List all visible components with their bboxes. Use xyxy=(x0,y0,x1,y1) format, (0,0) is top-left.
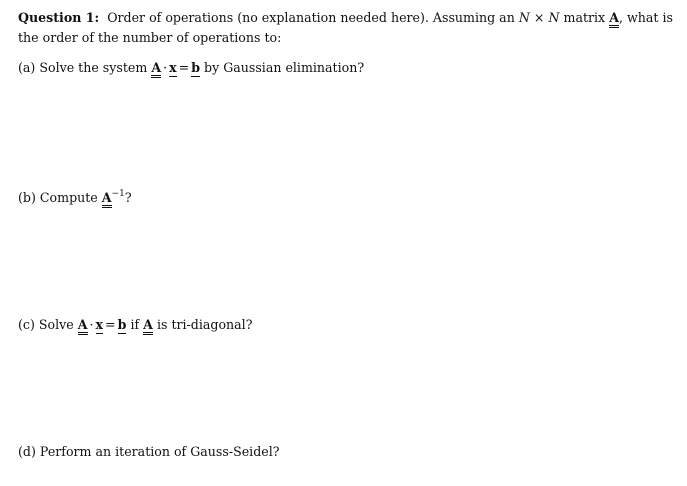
part-c xyxy=(18,316,252,335)
part-c-matrix-a: A xyxy=(78,319,88,335)
part-c-vector-x: x xyxy=(95,317,104,332)
question-intro-tail: , what is xyxy=(618,10,673,25)
part-a-lead: Solve the system xyxy=(39,60,148,75)
times-symbol: × xyxy=(533,10,545,25)
question-label: Question 1: xyxy=(18,10,100,25)
part-b-inverse-exponent: −1 xyxy=(111,189,125,199)
question-intro-lead: Order of operations (no explanation needed here). Assuming an xyxy=(107,10,515,25)
part-a-vector-x: x xyxy=(169,60,177,75)
part-a-equals: = xyxy=(178,60,190,75)
part-b xyxy=(18,189,132,208)
part-b-tail: ? xyxy=(124,190,132,205)
part-a-vector-b: b xyxy=(191,60,200,75)
part-c-vector-b: b xyxy=(117,317,127,332)
part-b-lead: Compute xyxy=(39,190,98,205)
part-a xyxy=(18,59,364,78)
matrix-a-symbol: A xyxy=(609,12,619,28)
part-a-dot: · xyxy=(163,60,168,75)
part-b-label: (b) xyxy=(18,190,36,205)
dimension-n-first: N xyxy=(518,10,530,25)
part-c-matrix-a-second: A xyxy=(143,319,153,335)
part-c-label: (c) xyxy=(18,317,35,332)
part-d xyxy=(18,443,279,461)
matrix-word: matrix xyxy=(563,10,606,25)
part-a-matrix-a: A xyxy=(151,62,161,78)
part-d-text: Perform an iteration of Gauss-Seidel? xyxy=(39,444,280,459)
part-c-equals: = xyxy=(105,317,116,332)
dimension-n-second: N xyxy=(548,10,560,25)
question-intro-line-2: the order of the number of operations to: xyxy=(18,30,282,45)
part-d-label: (d) xyxy=(18,444,36,459)
part-c-tail: is tri-diagonal? xyxy=(156,317,253,332)
part-c-dot: · xyxy=(89,317,94,332)
question-intro-line-1 xyxy=(18,9,673,28)
part-b-matrix-a: A xyxy=(102,192,112,208)
part-a-tail: by Gaussian elimination? xyxy=(204,60,365,75)
part-c-lead: Solve xyxy=(38,317,74,332)
part-a-label: (a) xyxy=(18,60,36,75)
part-c-mid: if xyxy=(130,317,140,332)
